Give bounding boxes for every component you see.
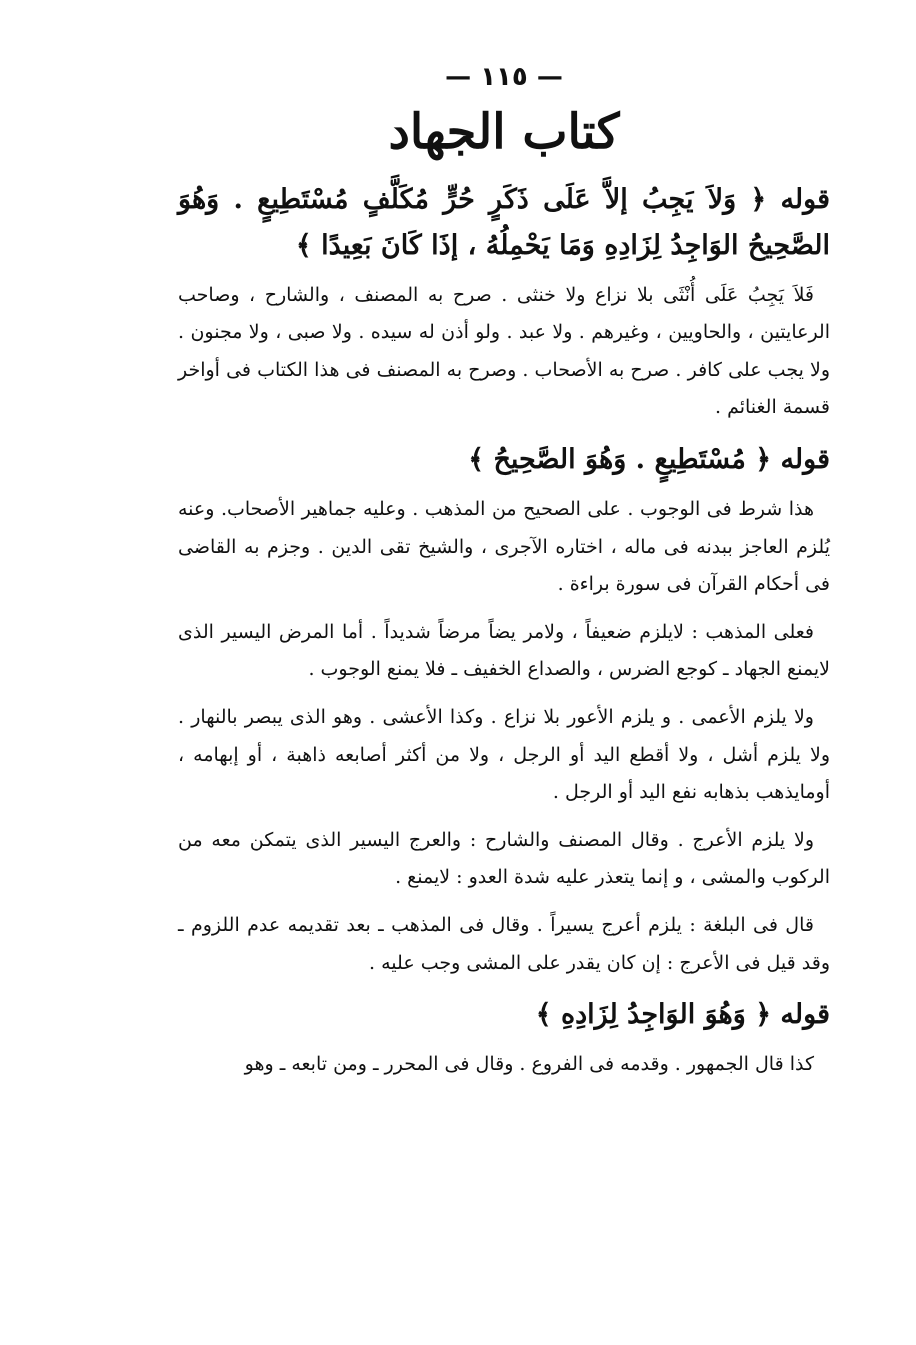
paragraph: قال فى البلغة : يلزم أعرج يسيراً . وقال فى المذهب ـ بعد تقديمه عدم اللزوم ـ وقد قيل فى الأعرج : إن كان يقدر على المشى وجب عليه . — [178, 914, 830, 974]
paragraph: فَلاَ يَجِبُ عَلَى أُنْثَى بلا نزاع ولا خنثى . صرح به المصنف ، والشارح ، وصاحب الرعايتين ، والحاويين ، وغيرهم . ولا عبد . ولو أذن له سيده . ولا صبى ، ولا مجنون . ولا يجب على كافر . صرح به الأصحاب . وصرح به المصنف فى هذا الكتاب فى أواخر قسمة الغنائم . — [178, 283, 830, 419]
quoted-text: قوله ﴿ مُسْتَطِيعٍ . وَهُوَ الصَّحِيحُ ﴾ — [468, 444, 830, 476]
paragraph: كذا قال الجمهور . وقدمه فى الفروع . وقال فى المحرر ـ ومن تابعه ـ وهو — [244, 1053, 814, 1076]
paragraph: ولا يلزم الأعرج . وقال المصنف والشارح : والعرج اليسير الذى يتمكن معه من الركوب والمشى ، و إنما يتعذر عليه شدة العدو : لايمنع . — [178, 828, 830, 889]
paragraph: هذا شرط فى الوجوب . على الصحيح من المذهب . وعليه جماهير الأصحاب. وعنه يُلزم العاجز ببدنه فى ماله ، اختاره الآجرى ، والشيخ تقى الدين . وجزم به القاضى فى أحكام القرآن فى سورة براءة . — [178, 497, 830, 596]
quoted-text: قوله ﴿ وَهُوَ الوَاجِدُ لِزَادِهِ ﴾ — [535, 999, 830, 1031]
chapter-title: كتاب الجهاد — [388, 104, 620, 160]
paragraph: ولا يلزم الأعمى . و يلزم الأعور بلا نزاع . وكذا الأعشى . وهو الذى يبصر بالنهار . ولا يلزم أشل ، ولا أقطع اليد أو الرجل ، ولا من أكثر أصابعه ذاهبة ، أو إبهامه ، أومايذهب بذهابه نفع اليد أو الرجل . — [178, 705, 830, 804]
quoted-text: قوله ﴿ وَلاَ يَجِبُ إلاَّ عَلَى ذَكَرٍ حُرٍّ مُكَلَّفٍ مُسْتَطِيعٍ . وَهُوَ الصَّحِيحُ الوَاجِدُ لِزَادِهِ وَمَا يَحْمِلُهُ ، إذَا كَانَ بَعِيدًا ﴾ — [178, 183, 830, 261]
paragraph: فعلى المذهب : لايلزم ضعيفاً ، ولامر يضاً مرضاً شديداً . أما المرض اليسير الذى لايمنع الجهاد ـ كوجع الضرس ، والصداع الخفيف ـ فلا يمنع الوجوب . — [178, 620, 830, 681]
page-number: — ١١٥ — — [445, 62, 563, 92]
